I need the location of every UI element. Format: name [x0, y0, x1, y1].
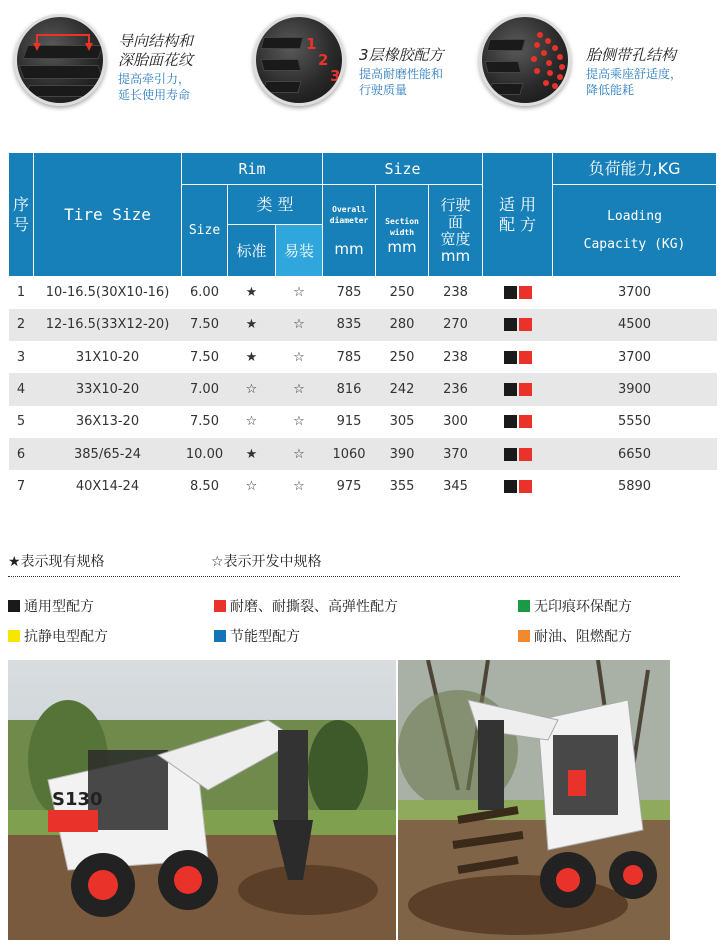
legend-developing: ☆表示开发中规格 — [211, 554, 322, 570]
photo-skid-steer-right — [398, 660, 670, 940]
feature-holes — [479, 14, 719, 114]
tire-size-header: Tire Size — [34, 153, 182, 277]
compound-swatches — [483, 470, 553, 502]
layer-3-label: 3 — [330, 67, 341, 85]
legend-compound-nonmarking: 无印痕环保配方 — [518, 596, 632, 616]
green-swatch-icon — [518, 600, 530, 612]
table-row: 6 385/65-24 10.00 ★ ☆ 1060 390 370 6650 — [9, 438, 717, 470]
tire-spec-table — [8, 152, 717, 503]
yellow-swatch-icon — [8, 630, 20, 642]
overall-diameter-header: Overall diameter mm — [323, 185, 376, 277]
legend-compound-wear: 耐磨、耐撕裂、高弹性配方 — [214, 596, 398, 616]
legend-compound-general: 通用型配方 — [8, 596, 94, 616]
size-header: Size — [323, 153, 483, 185]
table-row: 2 12-16.5(33X12-20) 7.50 ★ ☆ 835 280 270 4500 — [9, 309, 717, 341]
legend-compound-antistatic: 抗静电型配方 — [8, 626, 108, 646]
feature-layers — [253, 14, 473, 114]
table-row: 5 36X13-20 7.50 ☆ ☆ 915 305 300 5550 — [9, 406, 717, 438]
feature-title: 3层橡胶配方 — [359, 46, 444, 64]
compound-swatches — [483, 277, 553, 309]
legend-divider — [8, 576, 680, 577]
table-row: 7 40X14-24 8.50 ☆ ☆ 975 355 345 5890 — [9, 470, 717, 502]
tire-holes-icon — [479, 14, 571, 106]
feature-subtitle: 提高耐磨性能和 行驶质量 — [359, 67, 444, 97]
section-width-header: Section width mm — [376, 185, 429, 277]
rim-standard-header: 标准 — [228, 225, 276, 277]
compound-swatches — [483, 406, 553, 438]
compound-swatches — [483, 341, 553, 373]
feature-title: 导向结构和 深胎面花纹 — [118, 32, 194, 69]
load-cn-header: 负荷能力,KG — [553, 153, 717, 185]
table-row: 3 31X10-20 7.50 ★ ☆ 785 250 238 3700 — [9, 341, 717, 373]
rim-easy-header: 易装 — [276, 225, 323, 277]
rim-size-header: Size — [182, 185, 228, 277]
table-row: 4 33X10-20 7.00 ☆ ☆ 816 242 236 3900 — [9, 373, 717, 405]
feature-tread — [14, 14, 234, 114]
black-swatch-icon — [8, 600, 20, 612]
feature-subtitle: 提高牵引力， 延长使用寿命 — [118, 72, 191, 102]
feature-title: 胎侧带孔结构 — [586, 46, 677, 64]
load-en-header: Loading Capacity (KG) — [553, 185, 717, 277]
legend-compound-oil: 耐油、阻燃配方 — [518, 626, 632, 646]
orange-swatch-icon — [518, 630, 530, 642]
legend-existing: ★表示现有规格 — [8, 554, 105, 570]
table-row: 1 10-16.5(30X10-16) 6.00 ★ ☆ 785 250 238 3700 — [9, 277, 717, 309]
feature-subtitle: 提高乘座舒适度， 降低能耗 — [586, 67, 683, 97]
blue-swatch-icon — [214, 630, 226, 642]
photo-skid-steer-left — [8, 660, 396, 940]
red-swatch-icon — [214, 600, 226, 612]
layer-1-label: 1 — [306, 35, 317, 53]
feature-row — [0, 0, 726, 130]
tire-tread-icon — [14, 14, 106, 106]
compound-swatches — [483, 309, 553, 341]
tread-width-header: 行驶 面 宽度 mm — [429, 185, 483, 277]
rim-type-header: 类 型 — [228, 185, 323, 225]
compound-swatches — [483, 373, 553, 405]
machine-model-label: S130 — [52, 789, 103, 810]
tire-layers-icon — [253, 14, 345, 106]
legend-compound-energy: 节能型配方 — [214, 626, 300, 646]
compound-swatches — [483, 438, 553, 470]
rim-header: Rim — [182, 153, 323, 185]
index-header: 序 号 — [9, 153, 34, 277]
layer-2-label: 2 — [318, 51, 329, 69]
compound-header: 适 用 配 方 — [483, 153, 553, 277]
